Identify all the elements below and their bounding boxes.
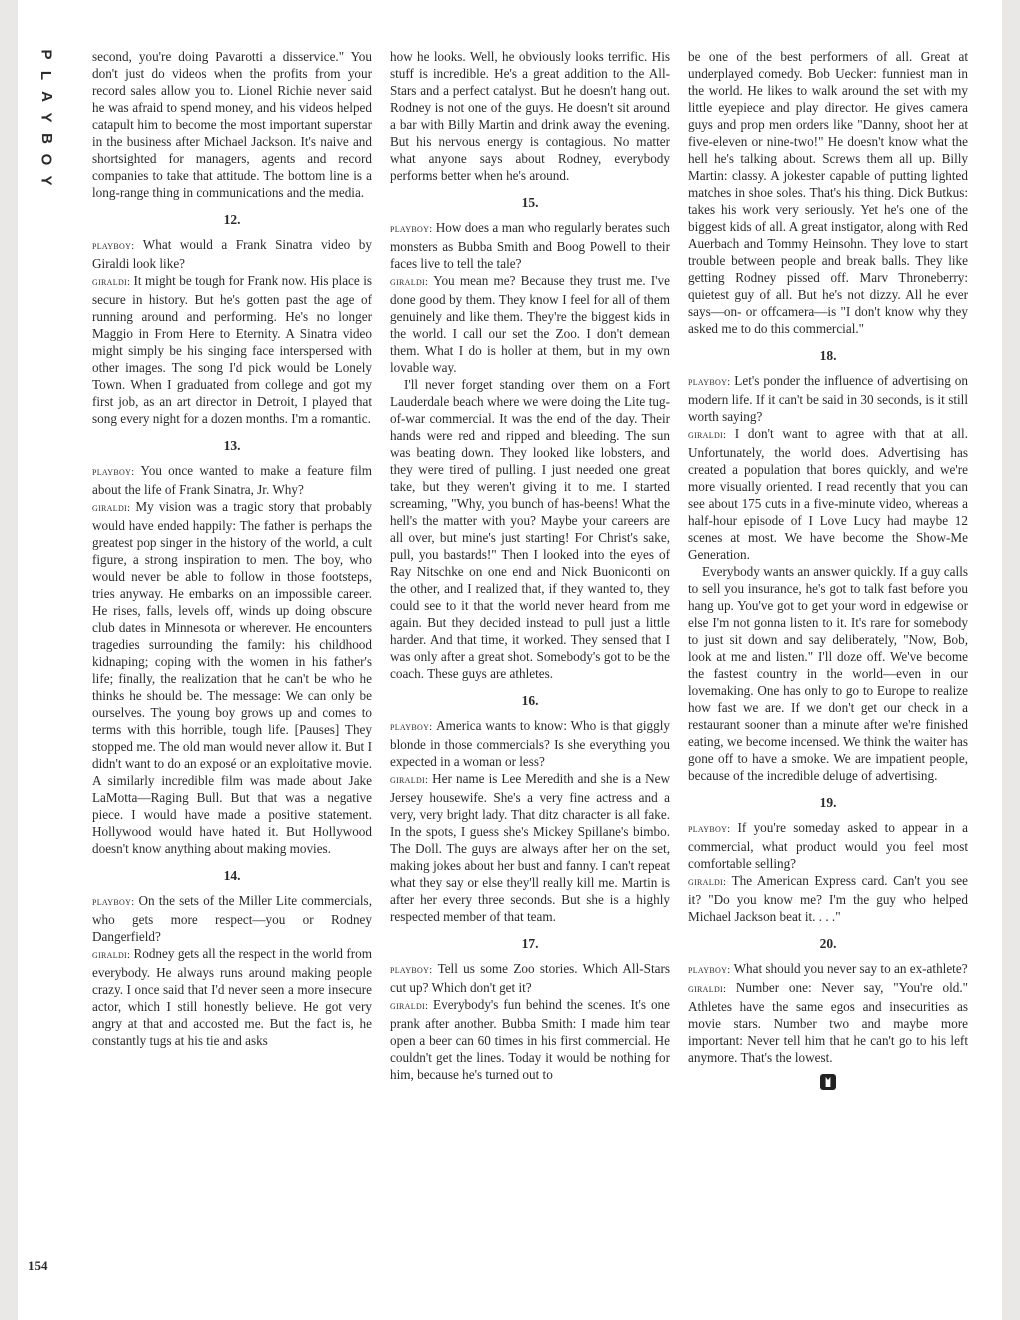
page-number: 154 xyxy=(28,1258,48,1273)
speaker-label: giraldi: xyxy=(688,876,732,888)
running-head-letter: P xyxy=(37,49,55,60)
running-head-letter: Y xyxy=(37,175,55,186)
text-column-2 xyxy=(390,48,670,1083)
dialogue-paragraph: giraldi: The American Express card. Can't you see it? "Do you know me? I'm the guy who helped Michael Jackson beat it. . . ." xyxy=(688,873,968,924)
running-head-letter: L xyxy=(37,70,55,81)
speaker-label: giraldi: xyxy=(92,276,134,288)
dialogue-paragraph: giraldi: Number one: Never say, "You're old." Athletes have the same egos and insecurities as movie stars. Number two and maybe more important: Never tell him that he can't go to his left anymore. That's the lowest. xyxy=(688,980,969,1065)
question-number: 15. xyxy=(521,195,539,210)
speaker-label: playboy: xyxy=(92,240,143,252)
dialogue-paragraph: playboy: You once wanted to make a feature film about the life of Frank Sinatra, Jr. Why? xyxy=(92,463,372,497)
dialogue-paragraph: giraldi: I don't want to agree with that at all. Unfortunately, the world does. Advertising has created a population that bores quickly, and we're more visually oriented. I read recently that you can see about 175 cuts in a five-minute video, whereas a half-hour episode of I Love Lucy had maybe 12 scenes at most. We have become the Show-Me Generation. xyxy=(688,426,968,562)
speaker-label: playboy: xyxy=(390,721,437,733)
running-head-letter: A xyxy=(37,91,55,102)
body-paragraph: second, you're doing Pavarotti a disservice." You don't just do videos when the profits from your record sales allow you to. Lionel Richie never said he was afraid to spend money, and his videos helped catapult him to become the most important superstar in the business after Michael Jackson. It's naive and shortsighted for managers, agents and record companies to take that attitude. The bottom line is a long-range thing in communications and the media. xyxy=(92,49,372,200)
body-paragraph: Everybody wants an answer quickly. If a guy calls to sell you insurance, he's got to talk fast before you hang up. You've got to get your word in edgewise or else I'm not gonna listen to it. It's rare for somebody to just sit down and say deliberately, "Now, Bob, look at me and listen." I'll doze off. We've become the fastest country in the world—even in our lovemaking. One has only to go to Europe to realize how fast we are. If we don't get our check in a restaurant sooner than a minute after we're finished eating, we become incensed. We think the waiter has gone off to have a smoke. We are impatient people, because of the incredible deluge of advertising. xyxy=(688,564,968,783)
question-number: 16. xyxy=(521,693,539,708)
dialogue-paragraph: playboy: What should you never say to an ex-athlete? xyxy=(688,961,968,976)
dialogue-paragraph: playboy: Tell us some Zoo stories. Which All-Stars cut up? Which don't get it? xyxy=(390,961,670,995)
running-head xyxy=(36,44,56,191)
speaker-label: giraldi: xyxy=(92,949,134,961)
question-number: 18. xyxy=(819,348,837,363)
question-number: 17. xyxy=(521,936,539,951)
dialogue-paragraph: playboy: America wants to know: Who is that giggly blonde in those commercials? Is she everything you expected in a woman or less? xyxy=(390,718,670,769)
dialogue-paragraph: giraldi: You mean me? Because they trust me. I've done good by them. They know I feel for all of them genuinely and like them. They're the biggest kids in the world. I call our set the Zoo. I don't demean them. What I do is holler at them, but in my own lovable way. xyxy=(390,273,671,375)
speaker-label: playboy: xyxy=(390,223,436,235)
speaker-label: playboy: xyxy=(390,964,438,976)
speaker-label: giraldi: xyxy=(390,1000,434,1012)
dialogue-paragraph: playboy: On the sets of the Miller Lite commercials, who gets more respect—you or Rodney Dangerfield? xyxy=(92,893,372,944)
speaker-label: playboy: xyxy=(92,896,139,908)
running-head-letter: Y xyxy=(37,112,55,123)
dialogue-paragraph: giraldi: Her name is Lee Meredith and she is a New Jersey housewife. She's a very fine actress and a very, very bright lady. That ditz character is all fake. In the spots, I guess she's Mickey Spillane's bimbo. The Doll. The guys are always after her on the set, making jokes about her bust and fanny. I can't repeat what they say or else they'll really kill me. Martin is after her every three seconds. But she is a highly respected member of that team. xyxy=(390,771,670,924)
question-number: 19. xyxy=(819,795,837,810)
dialogue-paragraph: giraldi: It might be tough for Frank now. His place is secure in history. But he's gotten past the age of running around and performing. He's no longer Maggio in From Here to Eternity. A Sinatra video might simply be his singing face interspersed with other images. The song I'd pick would be Lonely Town. When I graduated from college and got my first job, as an art director in Detroit, I played that song every night for a dozen months. I'm a romantic. xyxy=(92,273,372,426)
rabbit-end-mark-icon xyxy=(688,1074,968,1090)
dialogue-paragraph: playboy: How does a man who regularly berates such monsters as Bubba Smith and Boog Powell to their faces live to tell the tale? xyxy=(390,220,670,271)
speaker-label: playboy: xyxy=(688,823,738,835)
speaker-label: giraldi: xyxy=(390,774,433,786)
speaker-label: playboy: xyxy=(92,466,141,478)
speaker-label: giraldi: xyxy=(688,983,736,995)
dialogue-paragraph: playboy: What would a Frank Sinatra video by Giraldi look like? xyxy=(92,237,372,271)
text-column-3 xyxy=(688,48,968,1090)
running-head-letter: B xyxy=(37,133,55,144)
speaker-label: playboy: xyxy=(688,376,735,388)
dialogue-paragraph: playboy: Let's ponder the influence of advertising on modern life. If it can't be said in 30 seconds, is it still worth saying? xyxy=(688,373,968,424)
body-paragraph: how he looks. Well, he obviously looks terrific. His stuff is incredible. He's a great addition to the All-Stars and a perfect catalyst. But he doesn't hang out. Rodney is not one of the guys. He doesn't sit around a bar with Billy Martin and drink away the evening. But his nervous energy is contagious. No matter what anyone says about Rodney, everybody performs better when he's around. xyxy=(390,49,670,183)
dialogue-paragraph: giraldi: Rodney gets all the respect in the world from everybody. He always runs around making people crazy. I once said that I'd never seen a more insecure actor, which I still honestly believe. He got very angry at that and accosted me. But the fact is, he constantly tugs at his tie and asks xyxy=(92,946,372,1048)
running-head-letter: O xyxy=(37,153,55,166)
question-number: 14. xyxy=(223,868,241,883)
dialogue-paragraph: giraldi: My vision was a tragic story that probably would have ended happily: The father is perhaps the greatest pop singer in the history of the world, a cult figure, a strong inspiration to men. The boy, who would never be able to follow in those footsteps, tries anyway. He embarks on an impossible career. He rises, falls, levels off, winds up doing obscure club dates in Minnesota or wherever. He encounters tragedies surrounding the family: his childhood kidnaping; coping with the women in his father's life; finally, the realization that he can't be who he thinks he should be. The message: We can only be ourselves. The young boy grows up and comes to terms with this horrible, tough life. [Pauses] They stopped me. The old man would never allow it. But I didn't want to do an exposé or an exploitative movie. A similarly incredible film was made about Jake LaMotta—Raging Bull. But that was a negative piece. I would have made a positive statement. Hollywood would have hated it. But Hollywood doesn't know anything about making movies. xyxy=(92,499,372,856)
dialogue-paragraph: giraldi: Everybody's fun behind the scenes. It's one prank after another. Bubba Smith: I made him tear open a beer can 60 times in his first commercial. He couldn't get the lines. Today it would be nothing for him, because he's turned out to xyxy=(390,997,670,1082)
speaker-label: giraldi: xyxy=(688,429,735,441)
body-paragraph: be one of the best performers of all. Great at underplayed comedy. Bob Uecker: funniest man in the world. He likes to walk around the set with my little eyepiece and play director. He gives camera guys and prop men orders like "Danny, shoot her at five-eleven or nine-two!" He doesn't know what the hell he's talking about. Screws them all up. Billy Martin: classy. A jokester capable of putting lighted matches in shoe soles. That's his thing. Dick Butkus: takes his work very seriously. Yet he's one of the biggest kids of all. A great instigator, along with Red Auerbach and Tommy Heinsohn. They love to start trouble between people and break balls. They like getting Rodney pissed off. Marv Throneberry: quietest guy of all. But he's not dizzy. All he ever says—on- or offcamera—is "I don't know why they asked me to do this commercial." xyxy=(688,49,968,336)
dialogue-paragraph: playboy: If you're someday asked to appear in a commercial, what product would you feel most comfortable selling? xyxy=(688,820,968,871)
speaker-label: giraldi: xyxy=(92,502,136,514)
question-number: 13. xyxy=(223,438,241,453)
speaker-label: giraldi: xyxy=(390,276,434,288)
text-column-1 xyxy=(92,48,372,1049)
question-number: 20. xyxy=(819,936,837,951)
body-paragraph: I'll never forget standing over them on a Fort Lauderdale beach where we were doing the Lite tug-of-war commercial. It was the end of the day. Their hands were red and ripped and bleeding. The sun was beating down. They looked like lobsters, and they were tired of pulling. I just needed one great take, but they weren't giving it to me. I started screaming, "Why, you bunch of has-beens! What the hell's the matter with you? Maybe your careers are all over, but mine's just starting! For Christ's sake, pull, you bastards!" Then I looked into the eyes of Ray Nitschke on one end and Nick Buoniconti on the other, and I realized that, if they wanted to, they could see to it that the world never heard from me again. But they decided instead to pull just a little harder. And that time, it worked. They sensed that I was only after a great shot. Somebody's got to be the coach. These guys are athletes. xyxy=(390,377,670,681)
question-number: 12. xyxy=(223,212,241,227)
speaker-label: playboy: xyxy=(688,964,734,976)
